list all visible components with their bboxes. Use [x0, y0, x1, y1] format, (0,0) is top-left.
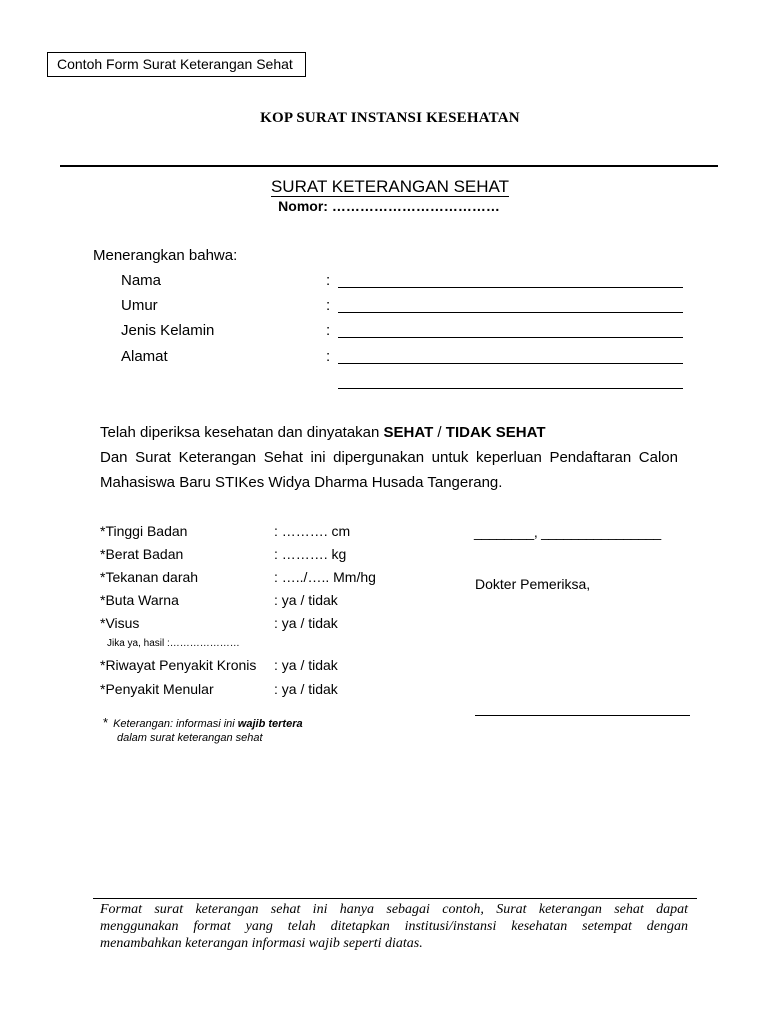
- purpose-line-2: Mahasiswa Baru STIKes Widya Dharma Husada Tangerang.: [100, 474, 503, 491]
- field-jenis-kelamin-line[interactable]: [338, 337, 683, 338]
- mandatory-note-line-2: dalam surat keterangan sehat: [117, 732, 263, 744]
- field-label: Umur: [121, 297, 158, 314]
- letterhead-divider: [60, 165, 718, 167]
- letterhead-title: KOP SURAT INSTANSI KESEHATAN: [260, 110, 520, 126]
- field-alamat-line2[interactable]: [338, 388, 683, 389]
- field-label: Nama: [121, 272, 162, 289]
- place-date-line[interactable]: ________, ________________: [474, 524, 661, 540]
- field-alamat-line[interactable]: [338, 363, 683, 364]
- health-statement: Telah diperiksa kesehatan dan dinyatakan SEHAT / TIDAK SEHAT: [100, 424, 546, 441]
- document-title: SURAT KETERANGAN SEHAT: [270, 177, 510, 196]
- field-umur-line[interactable]: [338, 312, 683, 313]
- footer-disclaimer: Format surat keterangan sehat ini hanya sebagai contoh, Surat keterangan sehat dapat menggunakan format yang telah ditetapkan institusi/instansi kesehatan setempat dengan menambahkan keterangan informasi wajib seperti diatas.: [100, 902, 688, 951]
- field-nama-line[interactable]: [338, 287, 683, 288]
- intro-text: Menerangkan bahwa:: [93, 247, 238, 264]
- field-label: Alamat: [121, 348, 168, 365]
- examining-doctor-label: Dokter Pemeriksa,: [475, 576, 591, 592]
- purpose-line-1: Dan Surat Keterangan Sehat ini dipergunakan untuk keperluan Pendaftaran Calon: [100, 449, 678, 466]
- field-label: Jenis Kelamin: [121, 322, 215, 339]
- doctor-signature-line[interactable]: [475, 715, 690, 716]
- visus-result: Jika ya, hasil :…………………: [107, 638, 240, 649]
- mandatory-note: * Keterangan: informasi ini wajib tertera: [103, 715, 303, 730]
- document-number: Nomor: ………………………………: [278, 198, 500, 214]
- footer-divider: [93, 898, 697, 899]
- form-sample-label: Contoh Form Surat Keterangan Sehat: [47, 52, 306, 77]
